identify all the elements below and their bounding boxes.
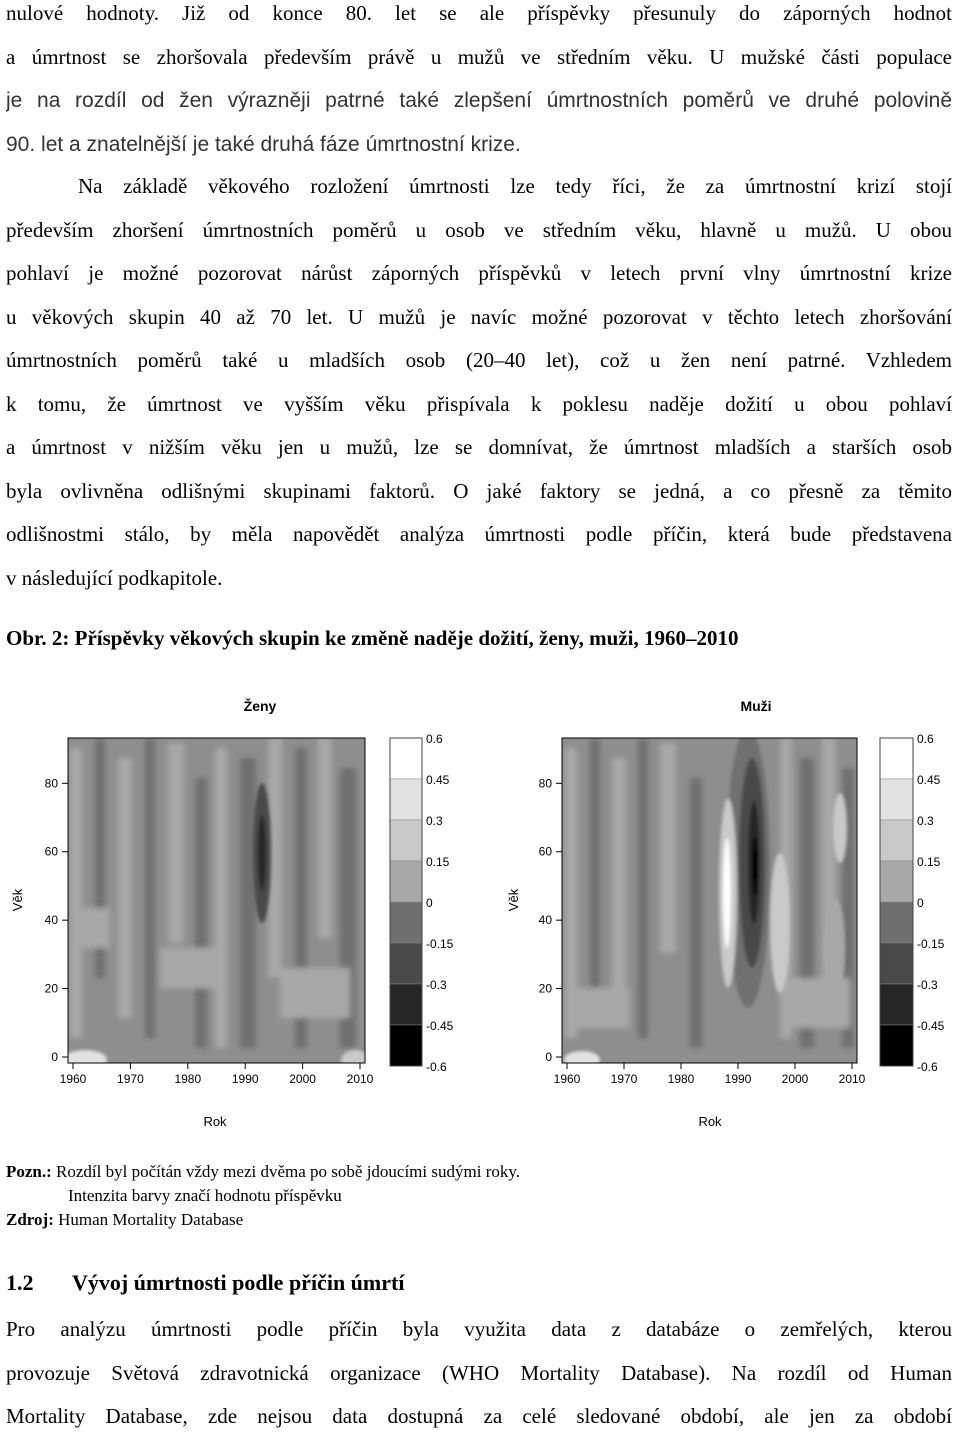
source-block	[6, 1208, 243, 1232]
heatmap-figure	[0, 688, 960, 1138]
x-tick-label: 1970	[610, 1072, 638, 1086]
contour-band	[145, 738, 155, 1038]
legend-label: 0.3	[426, 814, 443, 828]
contour-band	[195, 778, 207, 1048]
main-paragraph	[6, 165, 952, 600]
legend-label: -0.45	[917, 1019, 945, 1033]
contour-band	[690, 778, 702, 1048]
note-text: Rozdíl byl počítán vždy mezi dvěma po sobě jdoucími sudými roky.	[51, 1162, 521, 1181]
contour-band	[318, 738, 332, 938]
legend-swatch	[880, 1025, 913, 1066]
legend-swatch	[390, 820, 422, 861]
legend-swatch	[390, 1025, 422, 1066]
y-axis-label: Věk	[506, 888, 521, 912]
contour-band	[638, 738, 648, 1038]
x-axis-label: Rok	[203, 1114, 227, 1129]
legend-swatch	[880, 738, 913, 779]
text-line: a úmrtnost se zhoršovala především právě u mužů ve středním věku. U mužské části populace	[6, 44, 952, 69]
text-line: Mortality Database, zde nejsou data dostupná za celé sledované období, ale jen za období	[6, 1404, 952, 1428]
legend-label: 0	[917, 896, 924, 910]
legend-label: 0.15	[426, 855, 450, 869]
contour-band	[770, 853, 790, 993]
heatmap-men	[506, 698, 945, 1129]
legend-label: 0.6	[917, 732, 934, 746]
section-title: Vývoj úmrtnosti podle příčin úmrtí	[72, 1270, 405, 1295]
legend-label: 0.6	[426, 732, 443, 746]
text-line: pohlaví je možné pozorovat nárůst záporných příspěvků v letech první vlny úmrtnostní krize	[6, 261, 952, 285]
y-axis	[539, 776, 562, 1064]
x-axis-label: Rok	[698, 1114, 722, 1129]
legend-label: 0.3	[917, 814, 934, 828]
section-number: 1.2	[6, 1270, 34, 1295]
legend-label: 0.15	[917, 855, 941, 869]
y-tick-label: 0	[51, 1050, 58, 1064]
note-text: Intenzita barvy značí hodnotu příspěvku	[68, 1186, 342, 1205]
contour-band	[168, 743, 184, 943]
chart-title: Ženy	[243, 698, 277, 714]
source-label: Zdroj:	[6, 1210, 54, 1229]
legend-swatch	[390, 943, 422, 984]
legend-swatch	[880, 779, 913, 820]
legend-swatch	[880, 984, 913, 1025]
contour-band	[258, 815, 266, 891]
legend-swatch	[880, 902, 913, 943]
text-line: k tomu, že úmrtnost ve vyšším věku přispívala k poklesu naděje dožití u obou pohlaví	[6, 391, 952, 416]
heatmap-women	[10, 697, 454, 1129]
y-axis	[45, 776, 68, 1064]
text-line: u věkových skupin 40 až 70 let. U mužů je navíc možné pozorovat v těchto letech zhoršování	[6, 304, 952, 329]
contour-band	[660, 743, 676, 953]
legend-swatch	[390, 861, 422, 902]
source-text: Human Mortality Database	[53, 1210, 244, 1229]
note-block	[68, 1184, 342, 1208]
x-tick-label: 1960	[553, 1072, 581, 1086]
y-tick-label: 40	[538, 913, 552, 928]
y-axis-label: Věk	[10, 888, 25, 912]
contour-band	[215, 748, 227, 1048]
legend-swatch	[390, 779, 422, 820]
contour-band	[752, 836, 758, 896]
legend-label: -0.6	[917, 1060, 938, 1074]
legend-label: -0.15	[426, 937, 454, 951]
contour-band	[280, 968, 350, 1018]
contour-band	[570, 988, 630, 1028]
legend-swatch	[880, 820, 913, 861]
text-line: nulové hodnoty. Již od konce 80. let se ale příspěvky přesunuly do záporných hodnot	[6, 1, 952, 25]
legend-label: 0.45	[426, 773, 450, 787]
text-line: Na základě věkového rozložení úmrtnosti lze tedy říci, že za úmrtnostní krizí stojí	[78, 174, 952, 198]
heatmap-area	[562, 728, 857, 1069]
legend-swatch	[390, 738, 422, 779]
section-heading	[6, 1270, 404, 1296]
x-tick-label: 1990	[724, 1072, 752, 1086]
text-line: byla ovlivněna odlišnými skupinami faktorů. O jaké faktory se jedná, a co přesně za těmito	[6, 478, 952, 503]
legend	[390, 732, 454, 1074]
legend-swatch	[390, 984, 422, 1025]
figure-caption: Obr. 2: Příspěvky věkových skupin ke změně naděje dožití, ženy, muži, 1960–2010	[6, 626, 739, 650]
x-tick-label: 2010	[346, 1072, 374, 1086]
x-tick-label: 1960	[59, 1072, 87, 1086]
figure	[0, 688, 960, 1138]
x-axis	[60, 1063, 374, 1086]
x-tick-label: 2010	[838, 1072, 866, 1086]
text-line: především zhoršení úmrtnostních poměrů u osob ve středním věku, hlavně u mužů. U obou	[6, 217, 952, 242]
x-tick-label: 1990	[231, 1072, 259, 1086]
text-line: úmrtnostních poměrů také u mladších osob (20–40 let), což u žen není patrné. Vzhledem	[6, 348, 952, 372]
intro-paragraph	[6, 0, 952, 166]
x-tick-label: 2000	[781, 1072, 809, 1086]
legend-label: -0.45	[426, 1019, 454, 1033]
contour-band	[118, 758, 132, 1018]
legend-label: -0.6	[426, 1060, 447, 1074]
y-tick-label: 0	[545, 1050, 552, 1064]
contour-band	[564, 1051, 600, 1069]
note-block	[6, 1160, 520, 1184]
legend	[880, 732, 945, 1074]
text-line: Pro analýzu úmrtnosti podle příčin byla využita data z databáze o zemřelých, kterou	[6, 1317, 952, 1341]
contour-band	[825, 898, 845, 998]
contour-band	[590, 738, 600, 988]
text-line: v následující podkapitole.	[6, 565, 223, 590]
x-tick-label: 1980	[667, 1072, 695, 1086]
contour-band	[612, 758, 626, 1018]
contour-band	[723, 838, 731, 948]
y-tick-label: 60	[44, 844, 58, 859]
legend-label: 0.45	[917, 773, 941, 787]
text-line: 90. let a znatelnější je také druhá fáze úmrtnostní krize.	[6, 132, 521, 156]
y-tick-label: 80	[44, 776, 58, 791]
contour-band	[160, 948, 220, 988]
y-tick-label: 40	[44, 913, 58, 928]
legend-swatch	[880, 943, 913, 984]
x-tick-label: 1970	[117, 1072, 144, 1086]
contour-band	[70, 748, 82, 1038]
contour-band	[70, 908, 110, 948]
text-line: je na rozdíl od žen výrazněji patrné také zlepšení úmrtnostních poměrů ve druhé polovině	[6, 89, 952, 112]
chart-title: Muži	[740, 698, 772, 714]
x-tick-label: 2000	[289, 1072, 316, 1086]
legend-label: 0	[426, 896, 433, 910]
contour-band	[63, 1050, 107, 1070]
contour-band	[833, 793, 847, 863]
y-tick-label: 60	[538, 844, 552, 859]
text-line: a úmrtnost v nižším věku jen u mužů, lze se domnívat, že úmrtnost mladších a starších osob	[6, 435, 952, 459]
x-axis	[554, 1063, 866, 1086]
text-line: provozuje Světová zdravotnická organizace (WHO Mortality Database). Na rozdíl od Human	[6, 1360, 952, 1385]
y-tick-label: 80	[538, 776, 552, 791]
heatmap-area	[63, 738, 369, 1070]
legend-label: -0.15	[917, 937, 945, 951]
legend-label: -0.3	[426, 978, 447, 992]
legend-swatch	[880, 861, 913, 902]
y-tick-label: 20	[538, 981, 552, 996]
legend-swatch	[390, 902, 422, 943]
contour-band	[240, 758, 256, 1048]
x-tick-label: 1980	[174, 1072, 202, 1086]
y-tick-label: 20	[44, 981, 58, 996]
section-paragraph	[6, 1308, 952, 1439]
legend-label: -0.3	[917, 978, 938, 992]
text-line: odlišnostmi stálo, by měla napovědět analýza úmrtnosti podle příčin, která bude představena	[6, 522, 952, 546]
note-label: Pozn.:	[6, 1162, 52, 1181]
